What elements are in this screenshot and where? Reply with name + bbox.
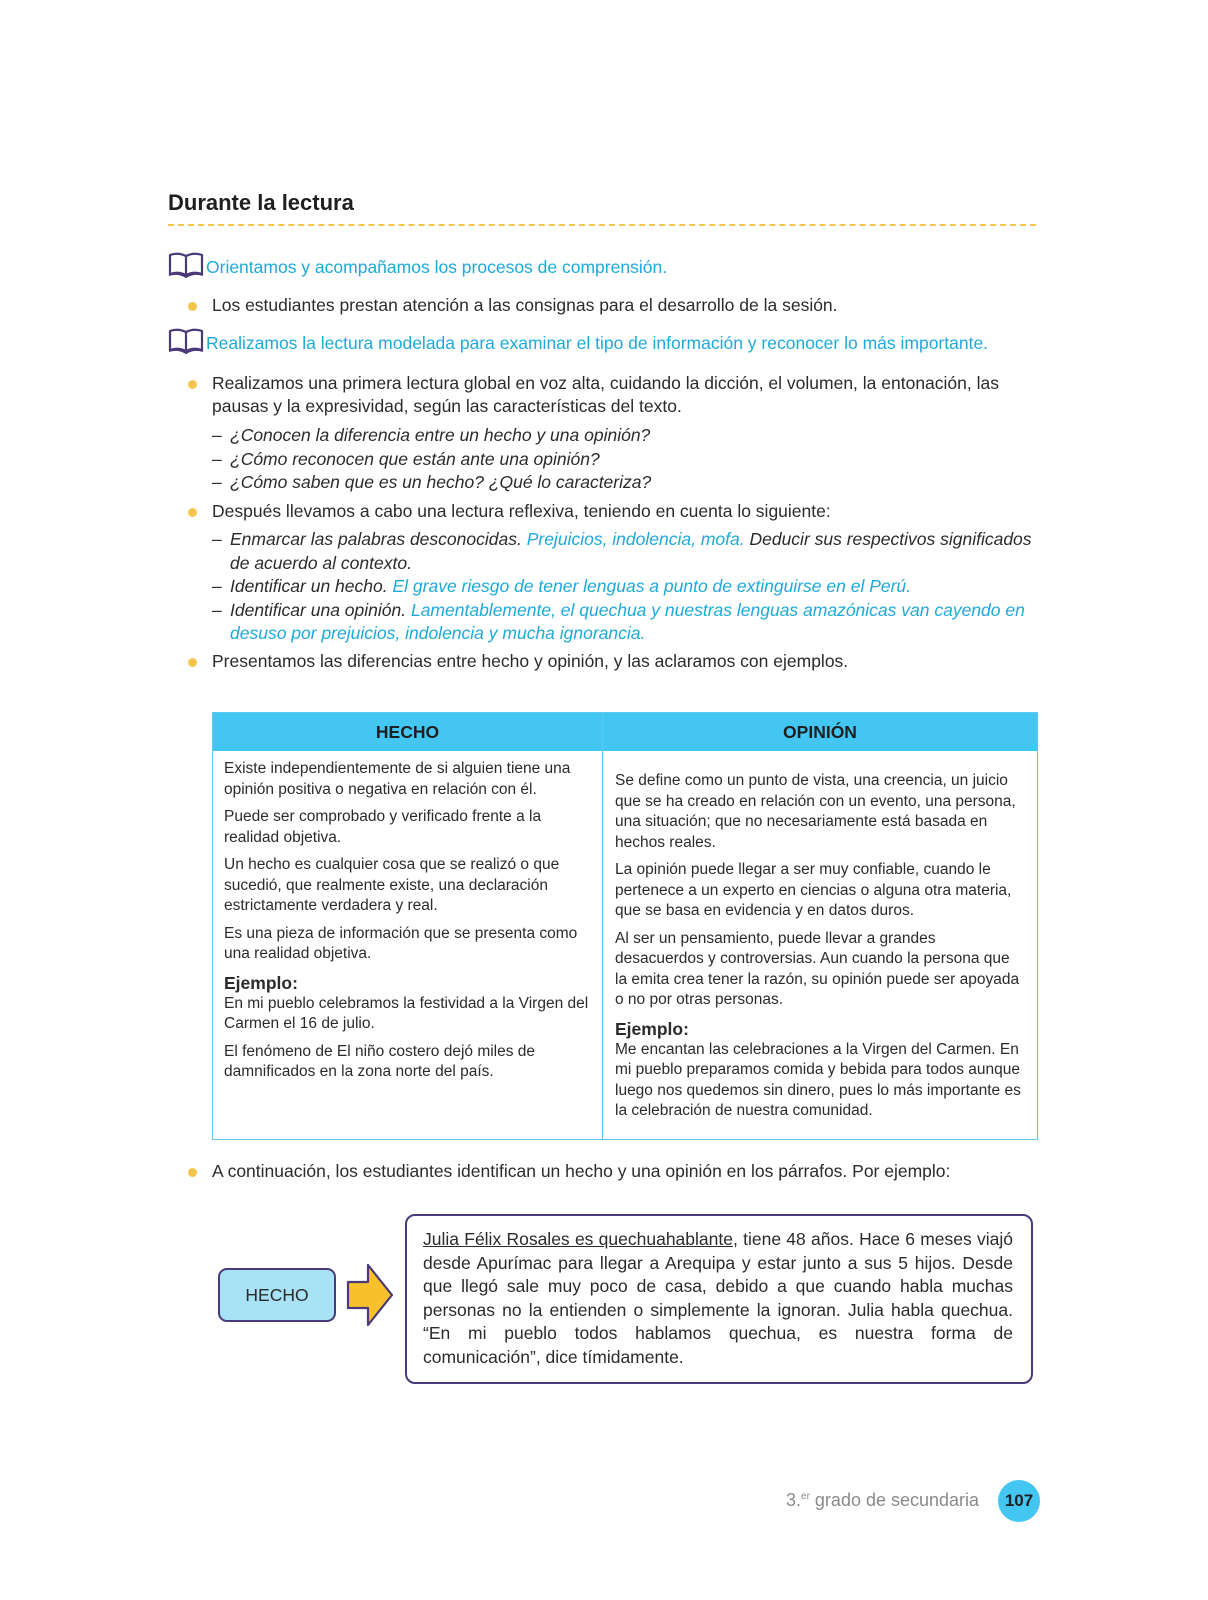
title-divider: [168, 224, 1036, 226]
underlined-fact: Julia Félix Rosales es quechuahablante: [423, 1229, 733, 1249]
opinion-paragraph: La opinión puede llegar a ser muy confiable, cuando le pertenece a un experto en ciencias o alguna otra materia, que se basa en evidencia y en datos duros.: [615, 861, 1012, 919]
hecho-paragraph: Puede ser comprobado y verificado frente a la realidad objetiva.: [224, 808, 542, 846]
step-heading-realizamos: [168, 328, 988, 354]
example-paragraph-box: [405, 1214, 1033, 1384]
comparison-table: [212, 712, 1038, 1140]
hecho-example: En mi pueblo celebramos la festividad a la Virgen del Carmen el 16 de julio.: [224, 994, 589, 1032]
bullet-dot: [188, 508, 197, 517]
bullet-text: Presentamos las diferencias entre hecho y opinión, y las aclaramos con ejemplos.: [212, 651, 849, 671]
reflexive-item: – Enmarcar las palabras desconocidas. Prejuicios, indolencia, mofa. Deducir sus respectivos significados de acuerdo al contexto.: [212, 529, 1032, 573]
page-number-badge: 107: [998, 1480, 1040, 1522]
section-title: Durante la lectura: [168, 190, 354, 215]
step-heading-text: Realizamos la lectura modelada para examinar el tipo de información y reconocer lo más importante.: [206, 333, 989, 353]
book-icon: [168, 328, 204, 354]
hecho-label-box: HECHO: [218, 1268, 336, 1322]
reflexive-item: – Identificar una opinión. Lamentablemente, el quechua y nuestras lenguas amazónicas van cayendo en desuso por prejuicios, indolencia y mucha ignorancia.: [212, 599, 1025, 643]
opinion-paragraph: Se define como un punto de vista, una creencia, un juicio que se ha creado en relación con un evento, una persona, una situación; que no necesariamente está basada en hechos reales.: [615, 772, 1016, 851]
question-item: – ¿Conocen la diferencia entre un hecho y una opinión?: [212, 425, 651, 445]
step-heading-text: Orientamos y acompañamos los procesos de comprensión.: [206, 257, 668, 277]
question-item: – ¿Cómo reconocen que están ante una opinión?: [212, 448, 600, 469]
grade-label: 3.$^{er}$ grado de secundaria: [786, 1490, 980, 1510]
bullet-dot: [188, 302, 197, 311]
bullet-dot: [188, 1168, 197, 1177]
bullet-text: A continuación, los estudiantes identifican un hecho y una opinión en los párrafos. Por ejemplo:: [212, 1161, 951, 1181]
hecho-paragraph: Existe independientemente de si alguien tiene una opinión positiva o negativa en relación con él.: [224, 760, 571, 798]
hecho-example-label: Ejemplo:: [224, 972, 298, 993]
list-item: [188, 650, 1038, 673]
hecho-paragraph: Es una pieza de información que se presenta como una realidad objetiva.: [224, 924, 578, 962]
bullet-dot: [188, 658, 197, 667]
opinion-paragraph: Al ser un pensamiento, puede llevar a grandes desacuerdos y controversias. Aun cuando la persona que la emita crea tener la razón, su opinión puede ser apoyada o no por otras personas.: [615, 929, 1020, 1008]
book-icon: [168, 252, 204, 278]
list-item: [188, 1160, 1038, 1183]
list-item: [188, 372, 1038, 418]
hecho-example: El fenómeno de El niño costero dejó miles de damnificados en la zona norte del país.: [224, 1042, 536, 1080]
bullet-text: Realizamos una primera lectura global en voz alta, cuidando la dicción, el volumen, la entonación, las pausas y la expresividad, según las características del texto.: [212, 373, 999, 416]
arrow-right-icon: [346, 1262, 394, 1328]
list-item: [188, 500, 1038, 523]
reflexive-item: – Identificar un hecho. El grave riesgo de tener lenguas a punto de extinguirse en el Perú.: [212, 576, 912, 596]
table-divider: [602, 713, 603, 1139]
reflexive-list: [212, 528, 1038, 646]
opinion-example-label: Ejemplo:: [615, 1018, 689, 1039]
step-heading-orientamos: [168, 252, 667, 278]
list-item: [188, 294, 1038, 317]
table-header-opinion: OPINIÓN: [603, 713, 1037, 751]
question-list: [212, 424, 1038, 495]
opinion-cell: [615, 771, 1025, 1129]
bullet-text: Los estudiantes prestan atención a las consignas para el desarrollo de la sesión.: [212, 295, 838, 315]
opinion-example: Me encantan las celebraciones a la Virgen del Carmen. En mi pueblo preparamos comida y bebida para todos aunque luego nos quedemos sin dinero, pues lo más importante es la celebración de nuestra comunidad.: [615, 1040, 1021, 1119]
question-item: – ¿Cómo saben que es un hecho? ¿Qué lo caracteriza?: [212, 472, 652, 492]
paragraph-text: , tiene 48 años. Hace 6 meses viajó desde Apurímac para llegar a Arequipa y estar junto a sus 5 hijos. Desde que llegó sale muy poco de casa, debido a que cuando habla muchas personas no la entienden o simplemente la ignoran. Julia habla quechua. “En mi pueblo todos hablamos quechua, es nuestra forma de comunicación”, dice tímidamente.: [423, 1229, 1013, 1367]
hecho-paragraph: Un hecho es cualquier cosa que se realizó o que sucedió, que realmente existe, una declaración estrictamente verdadera y real.: [224, 856, 560, 914]
hecho-cell: [224, 759, 590, 1090]
table-header-hecho: HECHO: [213, 713, 602, 751]
bullet-dot: [188, 380, 197, 389]
bullet-text: Después llevamos a cabo una lectura reflexiva, teniendo en cuenta lo siguiente:: [212, 501, 831, 521]
